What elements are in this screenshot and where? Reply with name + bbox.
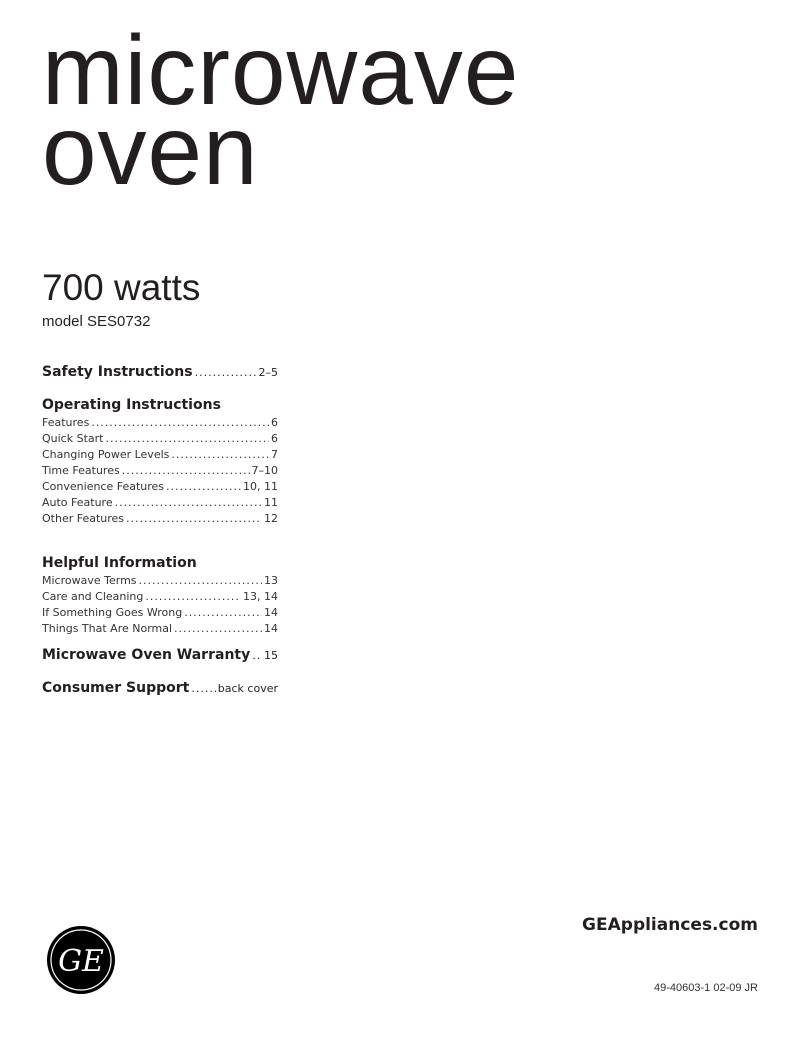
power-rating: 700 watts (42, 267, 201, 308)
toc-label: Things That Are Normal (42, 622, 173, 635)
toc-item[interactable] (42, 605, 278, 621)
toc-item[interactable] (42, 463, 278, 479)
toc-item[interactable] (42, 621, 278, 637)
ge-logo (46, 925, 116, 995)
toc-page: 7–10 (251, 464, 278, 477)
toc-page: 14 (264, 606, 278, 619)
toc-page: 7 (271, 448, 278, 461)
toc-page: 6 (271, 432, 278, 445)
toc-label: Convenience Features (42, 480, 165, 493)
toc-item[interactable] (42, 511, 278, 527)
toc-item[interactable] (42, 431, 278, 447)
toc-page: back cover (217, 682, 278, 695)
toc-page: 13, 14 (243, 590, 278, 603)
toc-label: Quick Start (42, 432, 104, 445)
toc-page: 2–5 (258, 366, 278, 379)
document-code: 49-40603-1 02-09 JR (654, 982, 758, 994)
toc-heading-helpful: Helpful Information (42, 555, 197, 571)
toc-label: Time Features (42, 464, 120, 477)
toc-item[interactable] (42, 589, 278, 605)
toc-safety[interactable] (42, 362, 278, 383)
title-line-2: oven (42, 95, 259, 205)
toc-label: If Something Goes Wrong (42, 606, 183, 619)
toc-label: Changing Power Levels (42, 448, 170, 461)
title-line-1: microwave (42, 15, 520, 125)
toc-label: Care and Cleaning (42, 590, 144, 603)
toc-label: Other Features (42, 512, 125, 525)
document-title (42, 15, 520, 205)
toc-page: 10, 11 (243, 480, 278, 493)
toc-item[interactable] (42, 573, 278, 589)
toc-page: 15 (264, 649, 278, 662)
toc-page: 6 (271, 416, 278, 429)
toc-page: 13 (264, 574, 278, 587)
website-link[interactable]: GEAppliances.com (582, 915, 758, 935)
toc-label: Microwave Oven Warranty (42, 647, 251, 663)
toc-consumer-support[interactable] (42, 678, 278, 699)
toc-label: Safety Instructions (42, 364, 193, 380)
toc-page: 14 (264, 622, 278, 635)
toc-item[interactable] (42, 447, 278, 463)
model-number: model SES0732 (42, 313, 151, 330)
toc-item[interactable] (42, 415, 278, 431)
toc-warranty[interactable] (42, 645, 278, 666)
toc-item[interactable] (42, 495, 278, 511)
toc-page: 11 (264, 496, 278, 509)
toc-label: Microwave Terms (42, 574, 137, 587)
toc-item[interactable] (42, 479, 278, 495)
toc-page: 12 (264, 512, 278, 525)
toc-label: Consumer Support (42, 680, 190, 696)
table-of-contents (42, 362, 278, 699)
toc-heading-operating: Operating Instructions (42, 397, 221, 413)
toc-label: Features (42, 416, 90, 429)
svg-text:GE: GE (58, 944, 104, 979)
toc-label: Auto Feature (42, 496, 113, 509)
